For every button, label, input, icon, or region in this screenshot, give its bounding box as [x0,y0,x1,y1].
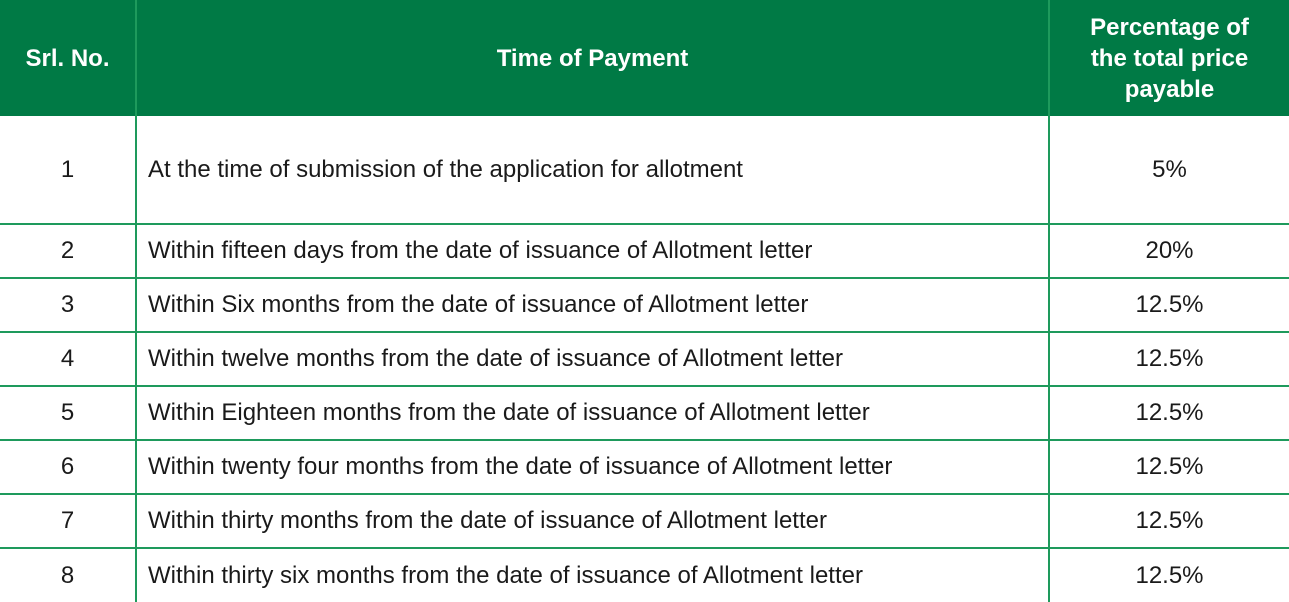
cell-percentage: 12.5% [1049,548,1289,602]
table-row [0,116,1289,224]
cell-srl-no: 1 [0,116,136,224]
header-percentage-line3: payable [1124,75,1215,103]
cell-srl-no: 7 [0,494,136,548]
cell-time-of-payment: Within twenty four months from the date of issuance of Allotment letter [136,440,1049,494]
header-srl-no [0,0,136,116]
header-percentage-line2: the total price [1090,44,1249,72]
table-row [0,278,1289,332]
cell-percentage: 12.5% [1049,386,1289,440]
cell-percentage: 12.5% [1049,332,1289,386]
table-body [0,116,1289,602]
cell-srl-no: 3 [0,278,136,332]
cell-percentage: 12.5% [1049,494,1289,548]
cell-time-of-payment: Within Eighteen months from the date of issuance of Allotment letter [136,386,1049,440]
cell-time-of-payment: Within thirty six months from the date of issuance of Allotment letter [136,548,1049,602]
cell-srl-no: 2 [0,224,136,278]
cell-percentage: 5% [1152,155,1187,183]
cell-time-of-payment: Within fifteen days from the date of issuance of Allotment letter [136,224,1049,278]
cell-time-of-payment: Within thirty months from the date of issuance of Allotment letter [136,494,1049,548]
cell-srl-no: 6 [0,440,136,494]
table-row [0,332,1289,386]
cell-srl-no: 4 [0,332,136,386]
header-percentage [1049,0,1289,116]
table-row [0,440,1289,494]
cell-percentage: 12.5% [1049,278,1289,332]
cell-srl-no: 8 [0,548,136,602]
header-time-of-payment-label: Time of Payment [496,44,689,72]
table-row [0,548,1289,602]
cell-percentage: 20% [1049,224,1289,278]
header-percentage-line1: Percentage of [1090,13,1249,41]
cell-percentage: 12.5% [1049,440,1289,494]
cell-srl-no: 5 [0,386,136,440]
table-row [0,224,1289,278]
table-row [0,494,1289,548]
header-time-of-payment [136,0,1049,116]
cell-time-of-payment: Within twelve months from the date of issuance of Allotment letter [136,332,1049,386]
table-header [0,0,1289,116]
cell-time-of-payment: Within Six months from the date of issuance of Allotment letter [136,278,1049,332]
header-percentage-label [1070,12,1269,105]
header-srl-no-label: Srl. No. [25,44,110,72]
header-row [0,0,1289,116]
table-row [0,386,1289,440]
cell-time-of-payment: At the time of submission of the application for allotment [136,116,1049,224]
